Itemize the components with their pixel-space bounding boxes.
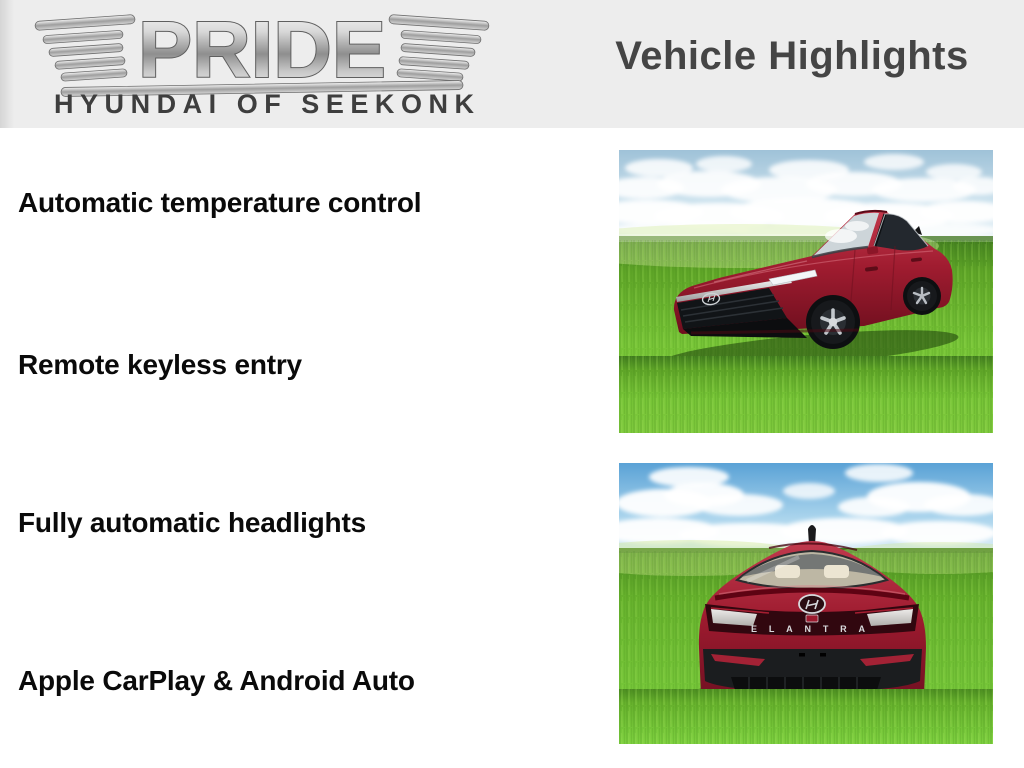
- logo-dealer-name: HYUNDAI OF SEEKONK: [54, 89, 474, 119]
- rear-bumper: [703, 649, 922, 692]
- hyundai-logo-icon: [799, 595, 825, 613]
- foreground-grass: [619, 356, 993, 433]
- feature-item: Apple CarPlay & Android Auto: [18, 665, 415, 696]
- wing-stripes-left-icon: [35, 15, 135, 82]
- diffuser: [731, 677, 881, 690]
- front-wheel: [806, 295, 860, 349]
- front-scene: [619, 150, 993, 433]
- rear-scene: [619, 463, 993, 744]
- vehicle-photo-rear: [619, 463, 993, 744]
- wing-stripes-right-icon: [389, 15, 489, 82]
- feature-item: Fully automatic headlights: [18, 507, 366, 538]
- trim-badge: [806, 615, 818, 622]
- headrest: [824, 565, 849, 578]
- rear-wheel: [903, 277, 941, 315]
- header: [0, 0, 1024, 128]
- sky: [619, 463, 993, 552]
- logo-brand-text: PRIDE: [138, 8, 386, 94]
- dealer-logo: [27, 8, 497, 120]
- page-title: Vehicle Highlights: [615, 34, 969, 78]
- foreground-grass: [619, 689, 993, 744]
- vehicle-photo-front: [619, 150, 993, 433]
- elantra-badge-text: ELANTRA: [751, 624, 873, 634]
- feature-item: Remote keyless entry: [18, 349, 302, 380]
- feature-item: Automatic temperature control: [18, 187, 422, 218]
